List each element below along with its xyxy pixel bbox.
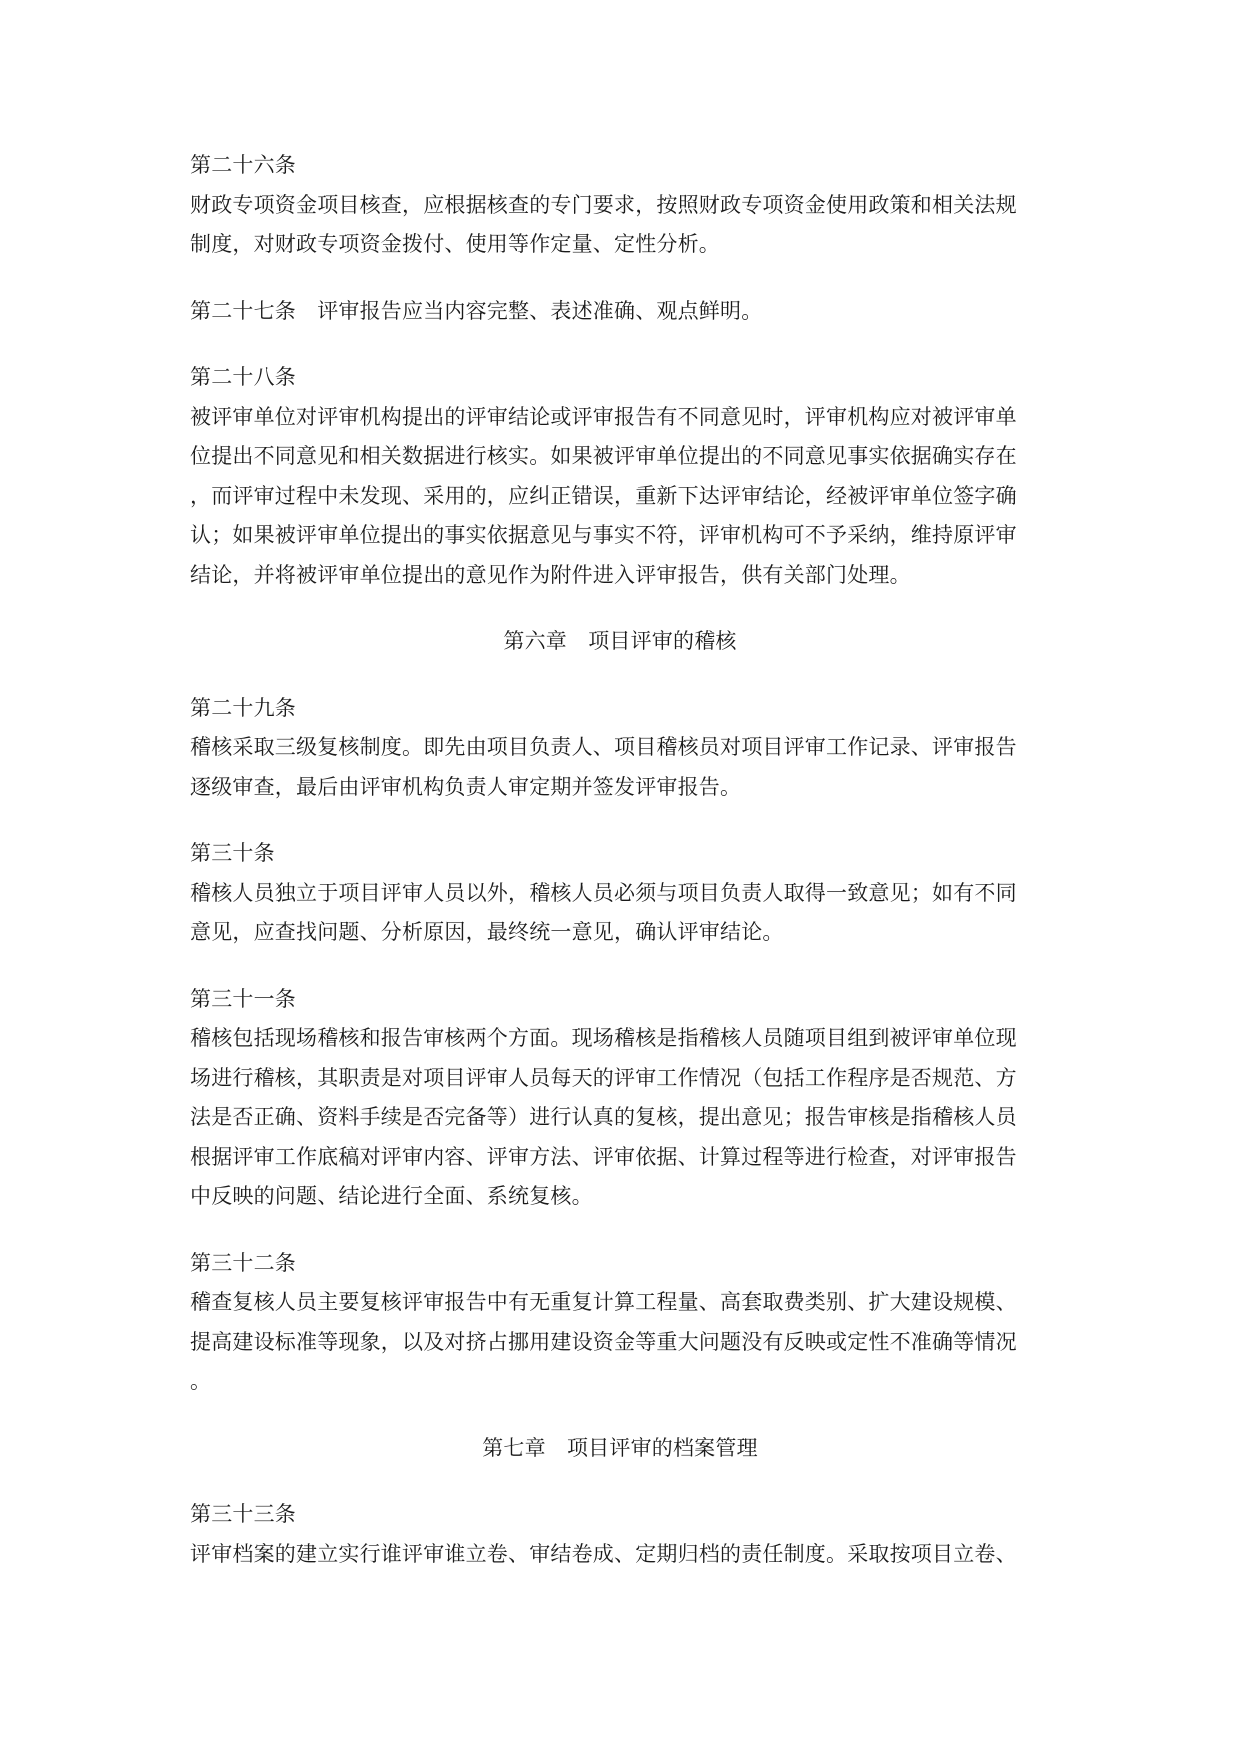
article-heading-with-text: 第二十七条 评审报告应当内容完整、表述准确、观点鲜明。 <box>190 298 763 323</box>
article-text-line: 中反映的问题、结论进行全面、系统复核。 <box>190 1184 593 1208</box>
chapter-heading: 第七章 项目评审的档案管理 <box>482 1435 758 1460</box>
article-31 <box>190 980 1050 1217</box>
article-heading: 第二十九条 <box>190 695 296 720</box>
article-text-line: 认；如果被评审单位提出的事实依据意见与事实不符，评审机构可不予采纳，维持原评审 <box>190 523 1017 547</box>
chapter-heading: 第六章 项目评审的稽核 <box>503 629 737 653</box>
article-29 <box>190 689 1050 808</box>
article-text-line: 稽核人员独立于项目评审人员以外，稽核人员必须与项目负责人取得一致意见；如有不同 <box>190 880 1017 905</box>
article-heading: 第三十二条 <box>190 1250 296 1275</box>
article-text-line: 被评审单位对评审机构提出的评审结论或评审报告有不同意见时，评审机构应对被评审单 <box>190 404 1017 429</box>
article-text-line: 制度，对财政专项资金拨付、使用等作定量、定性分析。 <box>190 232 720 256</box>
article-30 <box>190 834 1050 953</box>
article-32 <box>190 1244 1050 1402</box>
article-text-line: 法是否正确、资料手续是否完备等）进行认真的复核，提出意见；报告审核是指稽核人员 <box>190 1105 1017 1129</box>
article-text-line: 结论，并将被评审单位提出的意见作为附件进入评审报告，供有关部门处理。 <box>190 562 911 587</box>
article-heading: 第三十一条 <box>190 986 296 1011</box>
article-heading: 第二十八条 <box>190 365 296 389</box>
article-text-line: 提高建设标准等现象，以及对挤占挪用建设资金等重大问题没有反映或定性不准确等情况 <box>190 1329 1017 1354</box>
article-text-line: 位提出不同意见和相关数据进行核实。如果被评审单位提出的不同意见事实依据确实存在 <box>190 444 1017 468</box>
article-27 <box>190 292 1050 332</box>
article-text-line: 财政专项资金项目核查，应根据核查的专门要求，按照财政专项资金使用政策和相关法规 <box>190 192 1017 217</box>
article-33 <box>190 1495 1050 1574</box>
article-text-line: 意见，应查找问题、分析原因，最终统一意见，确认评审结论。 <box>190 920 784 944</box>
article-text-line: 稽查复核人员主要复核评审报告中有无重复计算工程量、高套取费类别、扩大建设规模、 <box>190 1290 1017 1314</box>
article-text-line: 根据评审工作底稿对评审内容、评审方法、评审依据、计算过程等进行检查，对评审报告 <box>190 1144 1017 1169</box>
article-heading: 第二十六条 <box>190 153 296 177</box>
article-text-line: 。 <box>190 1369 212 1393</box>
article-heading: 第三十三条 <box>190 1502 296 1526</box>
article-text-line: 稽核采取三级复核制度。即先由项目负责人、项目稽核员对项目评审工作记录、评审报告 <box>190 735 1017 759</box>
article-text-line: 稽核包括现场稽核和报告审核两个方面。现场稽核是指稽核人员随项目组到被评审单位现 <box>190 1026 1017 1050</box>
article-text-line: 逐级审查，最后由评审机构负责人审定期并签发评审报告。 <box>190 774 742 799</box>
article-28 <box>190 358 1050 595</box>
chapter-7 <box>190 1429 1050 1469</box>
article-26 <box>190 146 1050 265</box>
article-text-line: 场进行稽核，其职责是对项目评审人员每天的评审工作情况（包括工作程序是否规范、方 <box>190 1065 1017 1090</box>
article-text-line: ，而评审过程中未发现、采用的，应纠正错误，重新下达评审结论，经被评审单位签字确 <box>190 483 1017 508</box>
chapter-6 <box>190 622 1050 662</box>
article-text-line: 评审档案的建立实行谁评审谁立卷、审结卷成、定期归档的责任制度。采取按项目立卷、 <box>190 1541 1017 1566</box>
article-heading: 第三十条 <box>190 841 275 865</box>
document-body <box>190 146 1050 1574</box>
